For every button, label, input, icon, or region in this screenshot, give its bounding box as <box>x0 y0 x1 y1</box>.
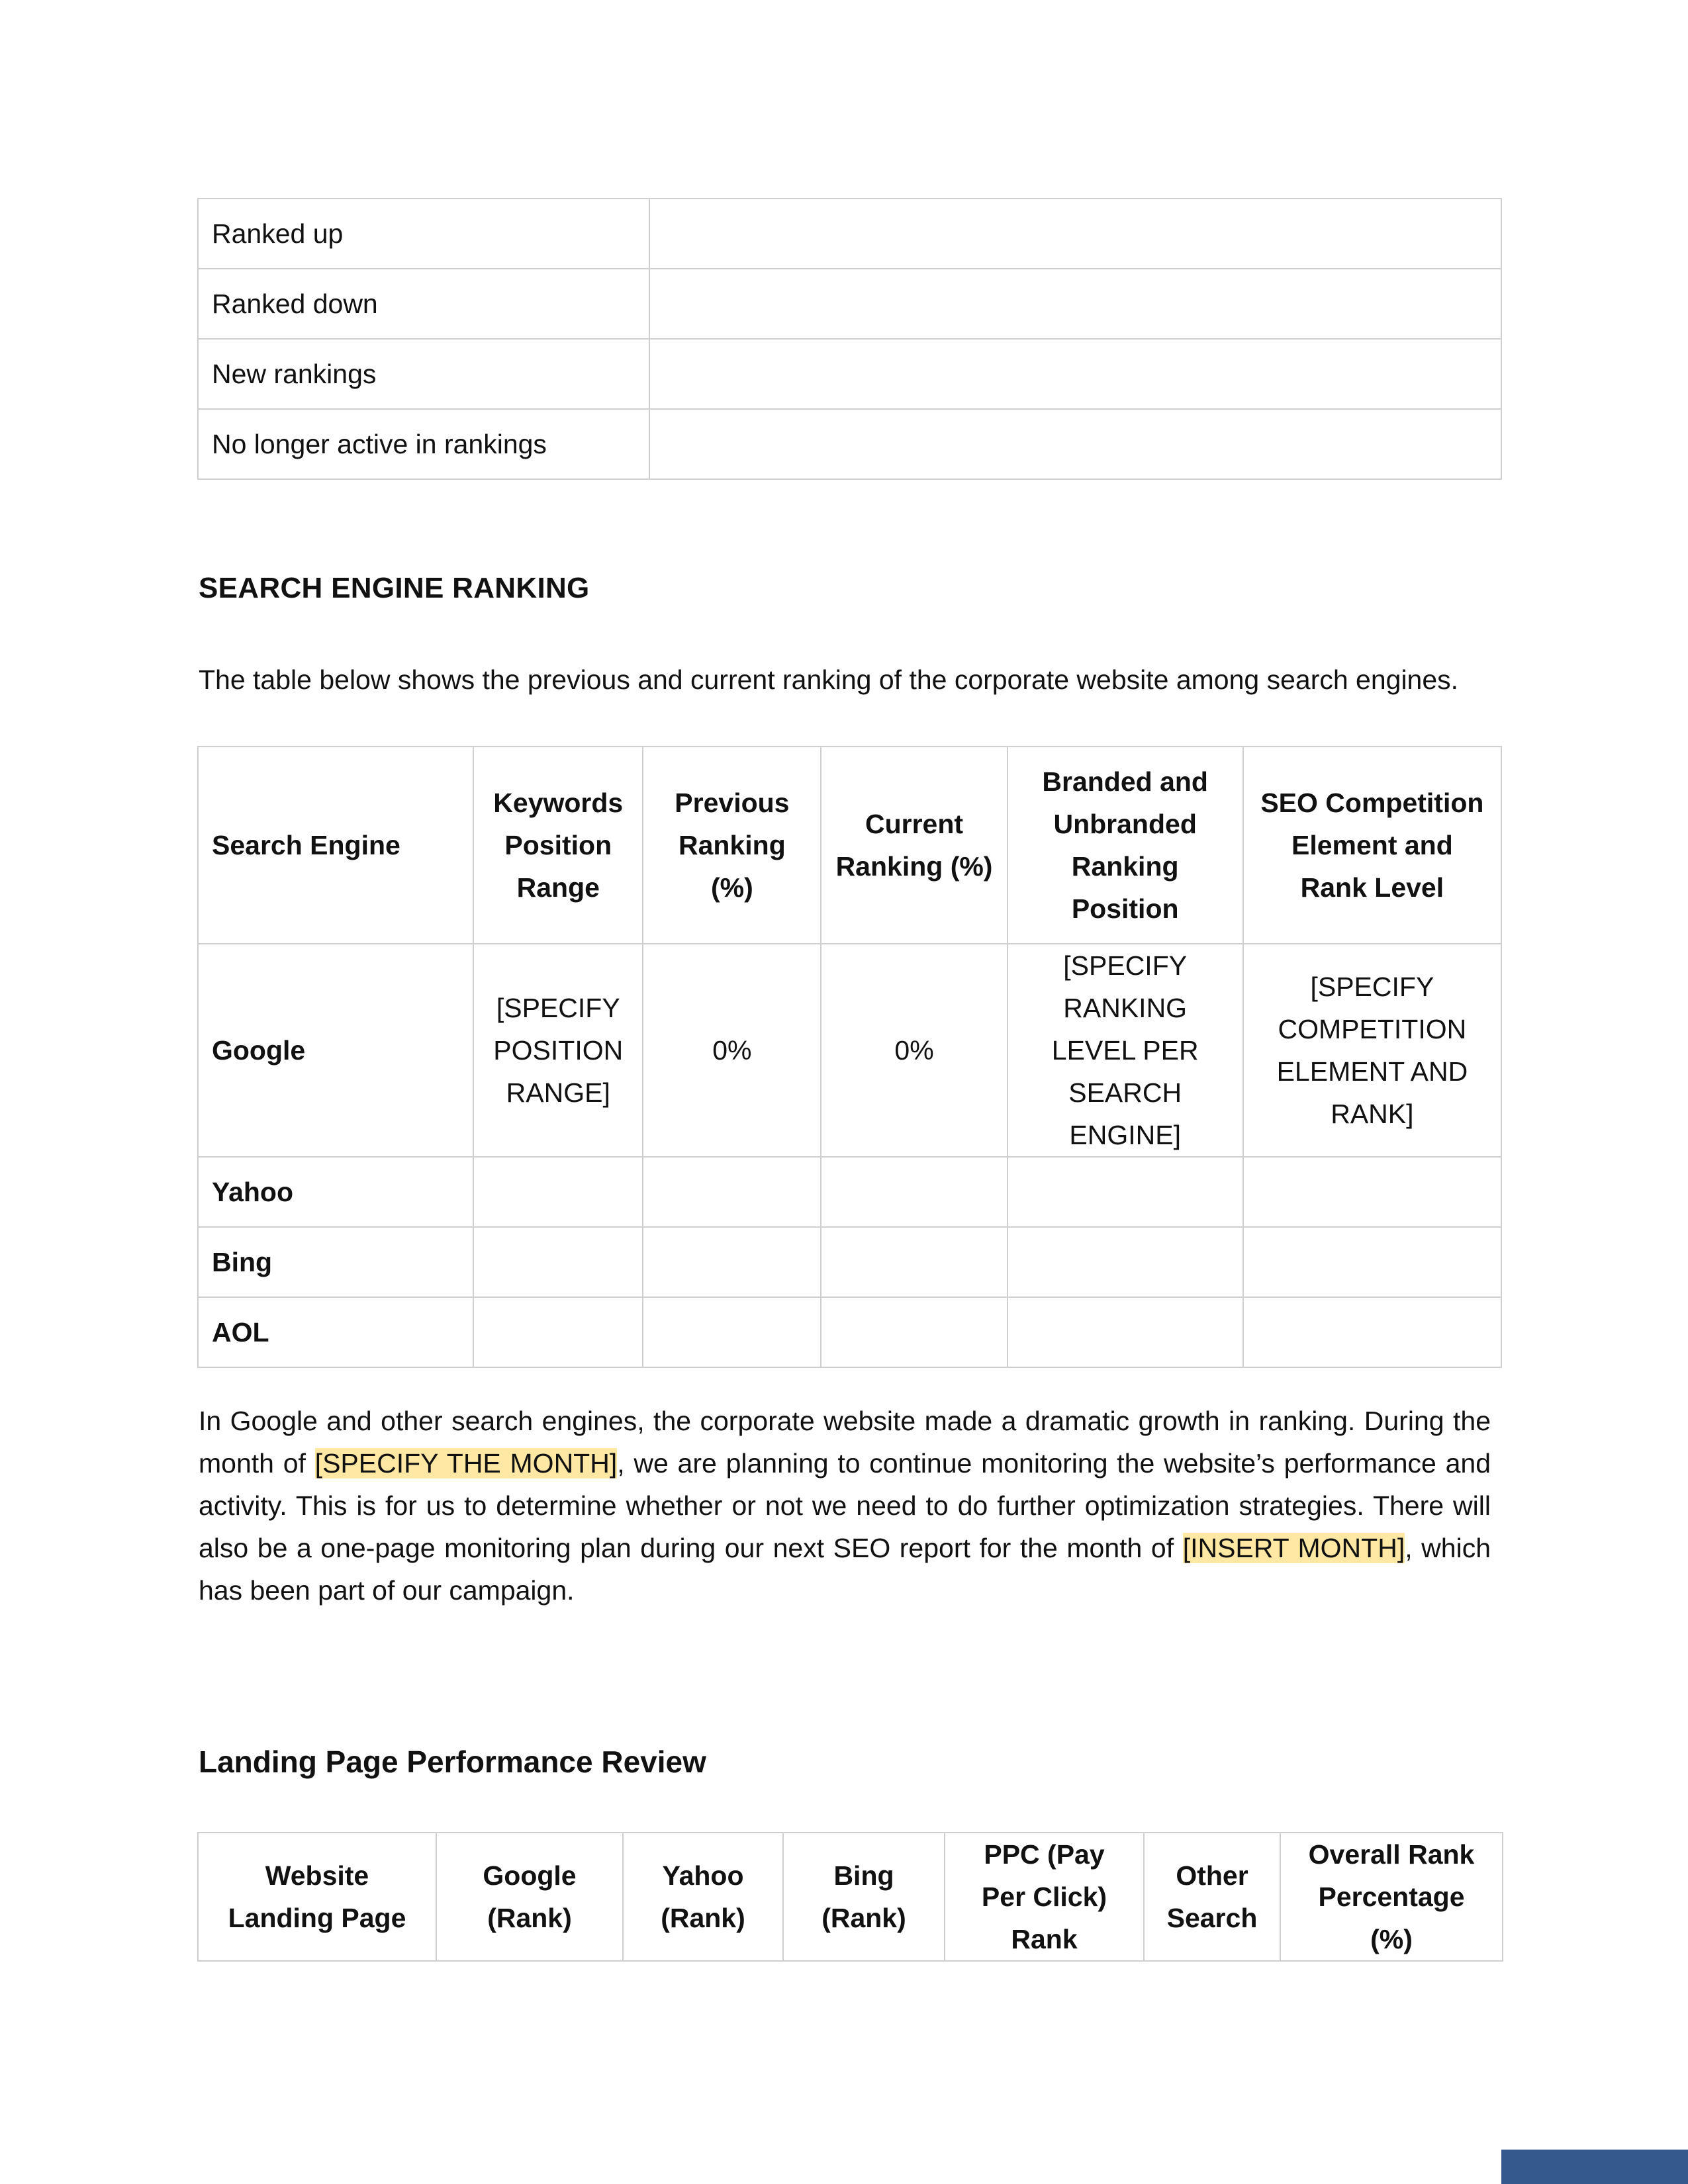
empty-cell <box>1008 1297 1243 1367</box>
table-row <box>198 269 1501 339</box>
column-header: Yahoo (Rank) <box>623 1833 783 1961</box>
row-label: New rankings <box>198 339 649 409</box>
previous-ranking-cell: 0% <box>643 944 821 1157</box>
empty-cell <box>473 1227 643 1297</box>
paragraph-text: , we are planning to continue monitoring the website’s performance and activity. This is for us to determine whether or not we need to do further optimization strategies. There will also be a one-page monitoring plan during our next SEO report for the month of <box>199 1448 1491 1563</box>
row-label: Ranked down <box>198 269 649 339</box>
current-ranking-cell: 0% <box>821 944 1007 1157</box>
table-header-row <box>198 747 1501 944</box>
paragraph-text: In Google and other search engines, the corporate website made a dramatic growth in ranking. During the month of <box>199 1406 1491 1479</box>
column-header: Overall Rank Percentage (%) <box>1280 1833 1503 1961</box>
empty-cell <box>649 409 1501 479</box>
footer-accent-bar <box>1501 2150 1688 2184</box>
position-range-cell: [SPECIFY POSITION RANGE] <box>473 944 643 1157</box>
row-label: Ranked up <box>198 199 649 269</box>
row-label: No longer active in rankings <box>198 409 649 479</box>
competition-cell: [SPECIFY COMPETITION ELEMENT AND RANK] <box>1243 944 1501 1157</box>
column-header: Other Search <box>1144 1833 1280 1961</box>
table-row <box>198 409 1501 479</box>
table-row <box>198 1227 1501 1297</box>
empty-cell <box>643 1157 821 1227</box>
empty-cell <box>1243 1157 1501 1227</box>
table-row <box>198 944 1501 1157</box>
column-header: Branded and Unbranded Ranking Position <box>1008 747 1243 944</box>
body-paragraph <box>199 1400 1491 1612</box>
table-row <box>198 339 1501 409</box>
empty-cell <box>821 1227 1007 1297</box>
engine-name: Google <box>198 944 473 1157</box>
column-header: Previous Ranking (%) <box>643 747 821 944</box>
empty-cell <box>1008 1227 1243 1297</box>
empty-cell <box>1243 1297 1501 1367</box>
section-heading: SEARCH ENGINE RANKING <box>199 572 590 604</box>
empty-cell <box>649 199 1501 269</box>
table-row <box>198 1157 1501 1227</box>
empty-cell <box>649 339 1501 409</box>
empty-cell <box>821 1297 1007 1367</box>
empty-cell <box>643 1227 821 1297</box>
column-header: Website Landing Page <box>198 1833 436 1961</box>
table-header-row <box>198 1833 1503 1961</box>
paragraph-text: , which has been part of our campaign. <box>199 1533 1491 1606</box>
column-header: Keywords Position Range <box>473 747 643 944</box>
empty-cell <box>473 1157 643 1227</box>
empty-cell <box>473 1297 643 1367</box>
section-heading: Landing Page Performance Review <box>199 1745 706 1779</box>
branded-ranking-cell: [SPECIFY RANKING LEVEL PER SEARCH ENGINE] <box>1008 944 1243 1157</box>
landing-page-table <box>197 1832 1503 1962</box>
engine-name: AOL <box>198 1297 473 1367</box>
column-header: SEO Competition Element and Rank Level <box>1243 747 1501 944</box>
column-header: Current Ranking (%) <box>821 747 1007 944</box>
empty-cell <box>649 269 1501 339</box>
table-row <box>198 199 1501 269</box>
engine-name: Bing <box>198 1227 473 1297</box>
column-header: Search Engine <box>198 747 473 944</box>
placeholder-highlight: [SPECIFY THE MONTH] <box>314 1448 618 1479</box>
search-engine-ranking-table <box>197 746 1502 1368</box>
empty-cell <box>1243 1227 1501 1297</box>
placeholder-highlight: [INSERT MONTH] <box>1182 1533 1405 1563</box>
empty-cell <box>1008 1157 1243 1227</box>
engine-name: Yahoo <box>198 1157 473 1227</box>
column-header: PPC (Pay Per Click) Rank <box>945 1833 1144 1961</box>
empty-cell <box>821 1157 1007 1227</box>
empty-cell <box>643 1297 821 1367</box>
column-header: Bing (Rank) <box>783 1833 945 1961</box>
section-intro: The table below shows the previous and current ranking of the corporate website among search engines. <box>199 664 1459 695</box>
column-header: Google (Rank) <box>436 1833 623 1961</box>
ranking-summary-table <box>197 198 1502 480</box>
table-row <box>198 1297 1501 1367</box>
